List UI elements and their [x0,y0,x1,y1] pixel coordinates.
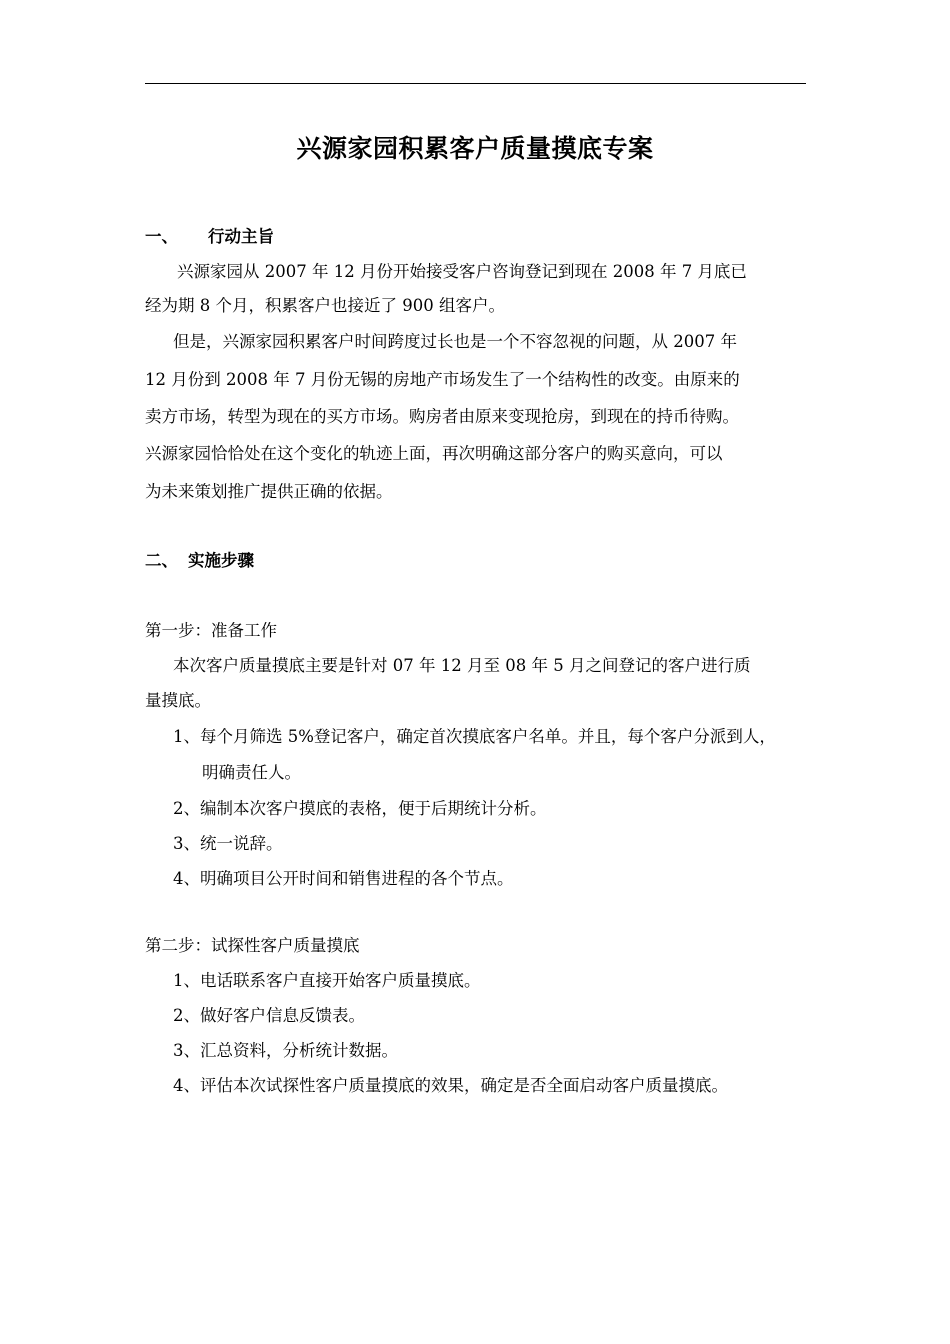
paragraph-line: 本次客户质量摸底主要是针对 07 年 12 月至 08 年 5 月之间登记的客户进行质 [173,656,751,675]
paragraph-line: 兴源家园从 2007 年 12 月份开始接受客户咨询登记到现在 2008 年 7 月底已 [177,262,747,281]
paragraph-line: 经为期 8 个月，积累客户也接近了 900 组客户。 [145,296,505,315]
paragraph-line: 卖方市场，转型为现在的买方市场。购房者由原来变现抢房，到现在的持币待购。 [145,407,739,426]
list-item: 3、统一说辞。 [173,834,283,853]
step-1-title: 第一步：准备工作 [145,621,277,640]
list-item: 4、评估本次试探性客户质量摸底的效果，确定是否全面启动客户质量摸底。 [173,1076,728,1095]
header-rule [145,83,806,84]
section-1-number: 一、 [145,227,178,246]
section-2-heading [145,548,254,574]
list-item: 2、编制本次客户摸底的表格，便于后期统计分析。 [173,799,547,818]
paragraph-line: 量摸底。 [145,691,211,710]
list-item: 1、每个月筛选 5%登记客户，确定首次摸底客户名单。并且，每个客户分派到人， [173,727,776,746]
paragraph-line: 为未来策划推广提供正确的依据。 [145,482,393,501]
section-1-title: 行动主旨 [208,227,274,246]
section-2-title: 实施步骤 [188,551,254,570]
list-item: 3、汇总资料，分析统计数据。 [173,1041,398,1060]
list-item-continuation: 明确责任人。 [202,763,301,782]
section-2-number: 二、 [145,551,178,570]
section-1-heading [145,224,274,250]
paragraph-line: 但是，兴源家园积累客户时间跨度过长也是一个不容忽视的问题，从 2007 年 [173,332,737,351]
paragraph-line: 兴源家园恰恰处在这个变化的轨迹上面，再次明确这部分客户的购买意向，可以 [145,444,723,463]
list-item: 4、明确项目公开时间和销售进程的各个节点。 [173,869,514,888]
list-item: 1、电话联系客户直接开始客户质量摸底。 [173,971,481,990]
list-item: 2、做好客户信息反馈表。 [173,1006,365,1025]
paragraph-line: 12 月份到 2008 年 7 月份无锡的房地产市场发生了一个结构性的改变。由原来的 [145,370,740,389]
step-2-title: 第二步：试探性客户质量摸底 [145,936,360,955]
document-title: 兴源家园积累客户质量摸底专案 [296,134,654,163]
